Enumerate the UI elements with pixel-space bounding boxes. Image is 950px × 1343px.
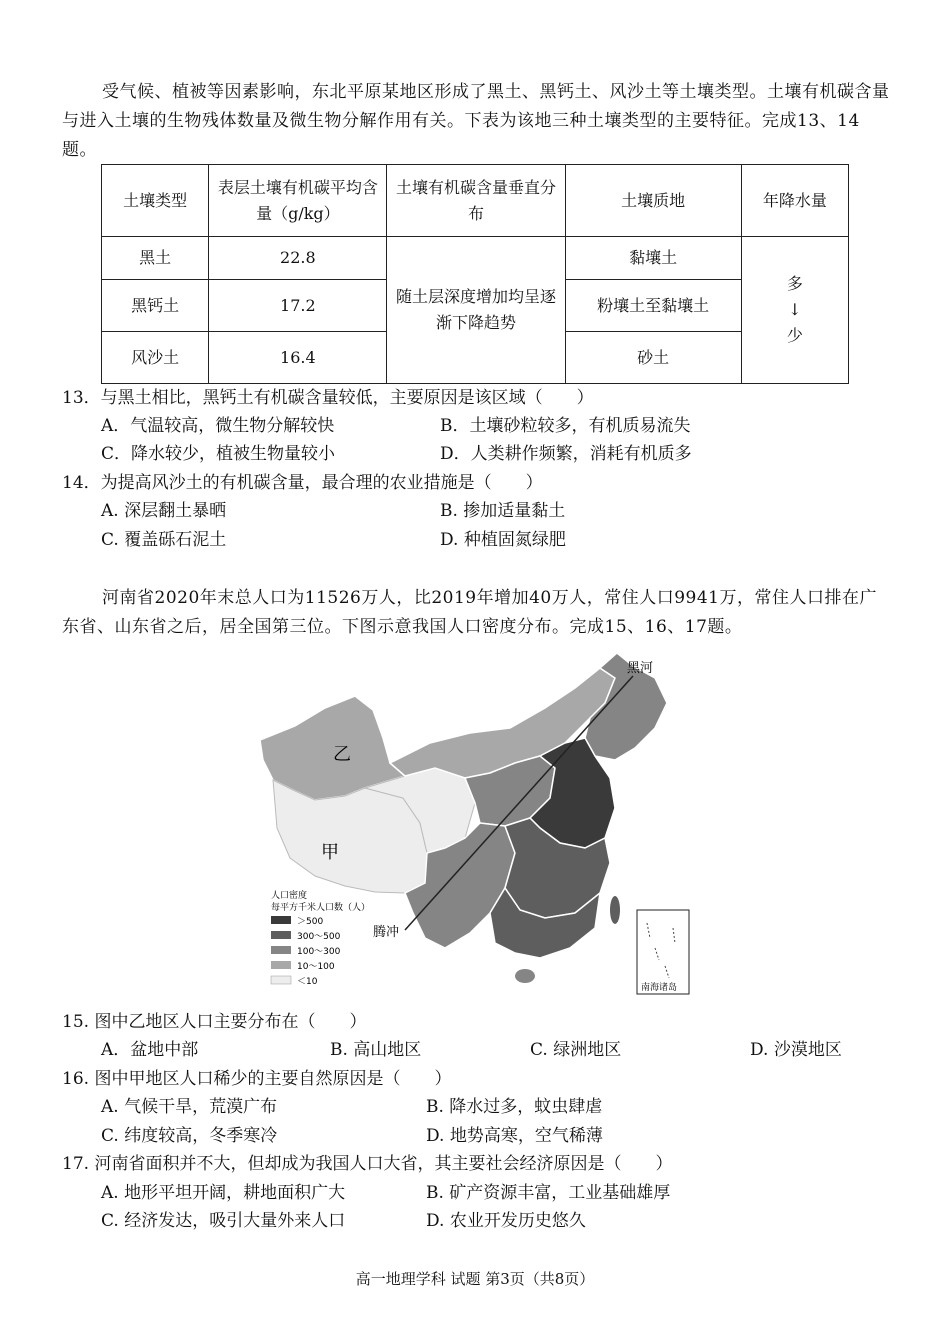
cell-texture: 砂土 xyxy=(565,332,741,384)
q14-option-b: B. 掺加适量黏土 xyxy=(440,501,566,521)
header-carbon: 表层土壤有机碳平均含量（g/kg） xyxy=(209,165,387,237)
q17-option-c: C. 经济发达，吸引大量外来人口 xyxy=(101,1211,346,1231)
q17-option-a: A. 地形平坦开阔，耕地面积广大 xyxy=(101,1183,346,1203)
question-17-stem: 17. 河南省面积并不大，但却成为我国人口大省，其主要社会经济原因是（ ） xyxy=(62,1154,673,1174)
q15-option-c: C. 绿洲地区 xyxy=(530,1040,622,1060)
legend-subtitle: 每平方千米人口数（人） xyxy=(271,903,371,913)
cell-texture: 粉壤土至黏壤土 xyxy=(565,280,741,332)
table-row xyxy=(102,237,849,280)
region-taiwan xyxy=(610,896,620,924)
precip-bottom: 少 xyxy=(786,326,803,345)
intro-paragraph-15-17: 河南省2020年末总人口为11526万人，比2019年增加40万人，常住人口9941万，常住人口排在广东省、山东省之后，居全国第三位。下图示意我国人口密度分布。完成15、16、17题。 xyxy=(62,588,878,637)
question-14-stem: 14．为提高风沙土的有机碳含量，最合理的农业措施是（ ） xyxy=(62,473,543,493)
q13-option-b: B．土壤砂粒较多，有机质易流失 xyxy=(440,416,691,436)
q15-option-b: B. 高山地区 xyxy=(330,1040,422,1060)
q16-option-d: D. 地势高寒，空气稀薄 xyxy=(426,1126,603,1146)
inset-label: 南海诸岛 xyxy=(641,983,678,993)
cell-precip xyxy=(741,237,848,384)
south-china-sea-inset xyxy=(637,910,689,994)
legend-label: ＜10 xyxy=(297,977,318,987)
q14-option-a: A. 深层翻土暴晒 xyxy=(101,501,227,521)
cell-carbon: 17.2 xyxy=(209,280,387,332)
q16-option-a: A. 气候干旱，荒漠广布 xyxy=(101,1097,278,1117)
header-soil-type: 土壤类型 xyxy=(102,165,209,237)
header-vertical: 土壤有机碳含量垂直分布 xyxy=(387,165,565,237)
legend-swatch xyxy=(271,976,291,984)
legend-title: 人口密度 xyxy=(271,891,308,901)
q14-option-c: C. 覆盖砾石泥土 xyxy=(101,530,227,550)
legend-swatch xyxy=(271,916,291,924)
cell-vertical: 随土层深度增加均呈逐渐下降趋势 xyxy=(387,237,565,384)
q15-option-a: A．盆地中部 xyxy=(101,1040,199,1060)
label-heihe: 黑河 xyxy=(627,661,654,676)
header-texture: 土壤质地 xyxy=(565,165,741,237)
q14-option-d: D. 种植固氮绿肥 xyxy=(440,530,566,550)
label-tengchong: 腾冲 xyxy=(373,925,400,940)
q13-option-d: D．人类耕作频繁，消耗有机质多 xyxy=(440,444,692,464)
label-yi: 乙 xyxy=(333,744,351,765)
population-density-map xyxy=(255,648,695,996)
question-13-stem: 13．与黑土相比，黑钙土有机碳含量较低，主要原因是该区域（ ） xyxy=(62,388,594,408)
cell-texture: 黏壤土 xyxy=(565,237,741,280)
question-16-stem: 16. 图中甲地区人口稀少的主要自然原因是（ ） xyxy=(62,1069,452,1089)
cell-carbon: 16.4 xyxy=(209,332,387,384)
precip-top: 多 xyxy=(786,274,803,293)
page-footer: 高一地理学科 试题 第3页（共8页） xyxy=(355,1270,595,1288)
legend-swatch xyxy=(271,961,291,969)
q16-option-c: C. 纬度较高，冬季寒冷 xyxy=(101,1126,278,1146)
legend-label: 10～100 xyxy=(297,962,335,972)
question-15-stem: 15. 图中乙地区人口主要分布在（ ） xyxy=(62,1012,367,1032)
q13-option-c: C．降水较少，植被生物量较小 xyxy=(101,444,336,464)
intro-paragraph-13-14: 受气候、植被等因素影响，东北平原某地区形成了黑土、黑钙土、风沙土等土壤类型。土壤有机碳含量与进入土壤的生物残体数量及微生物分解作用有关。下表为该地三种土壤类型的主要特征。完成13、14题。 xyxy=(62,82,890,160)
legend-label: 300～500 xyxy=(297,932,341,942)
precip-arrow: ↓ xyxy=(788,300,802,319)
q13-option-a: A．气温较高，微生物分解较快 xyxy=(101,416,335,436)
q15-option-d: D. 沙漠地区 xyxy=(750,1040,842,1060)
map-legend xyxy=(271,889,370,987)
legend-label: 100～300 xyxy=(297,947,341,957)
q17-option-d: D. 农业开发历史悠久 xyxy=(426,1211,586,1231)
q17-option-b: B. 矿产资源丰富，工业基础雄厚 xyxy=(426,1183,671,1203)
cell-carbon: 22.8 xyxy=(209,237,387,280)
soil-table xyxy=(101,164,849,384)
region-hainan xyxy=(515,969,535,983)
cell-type: 风沙土 xyxy=(102,332,209,384)
legend-swatch xyxy=(271,946,291,954)
header-precip: 年降水量 xyxy=(741,165,848,237)
cell-type: 黑钙土 xyxy=(102,280,209,332)
cell-type: 黑土 xyxy=(102,237,209,280)
table-header-row xyxy=(102,165,849,237)
legend-label: ＞500 xyxy=(297,917,324,927)
legend-swatch xyxy=(271,931,291,939)
q16-option-b: B. 降水过多，蚊虫肆虐 xyxy=(426,1097,603,1117)
label-jia: 甲 xyxy=(321,842,339,863)
